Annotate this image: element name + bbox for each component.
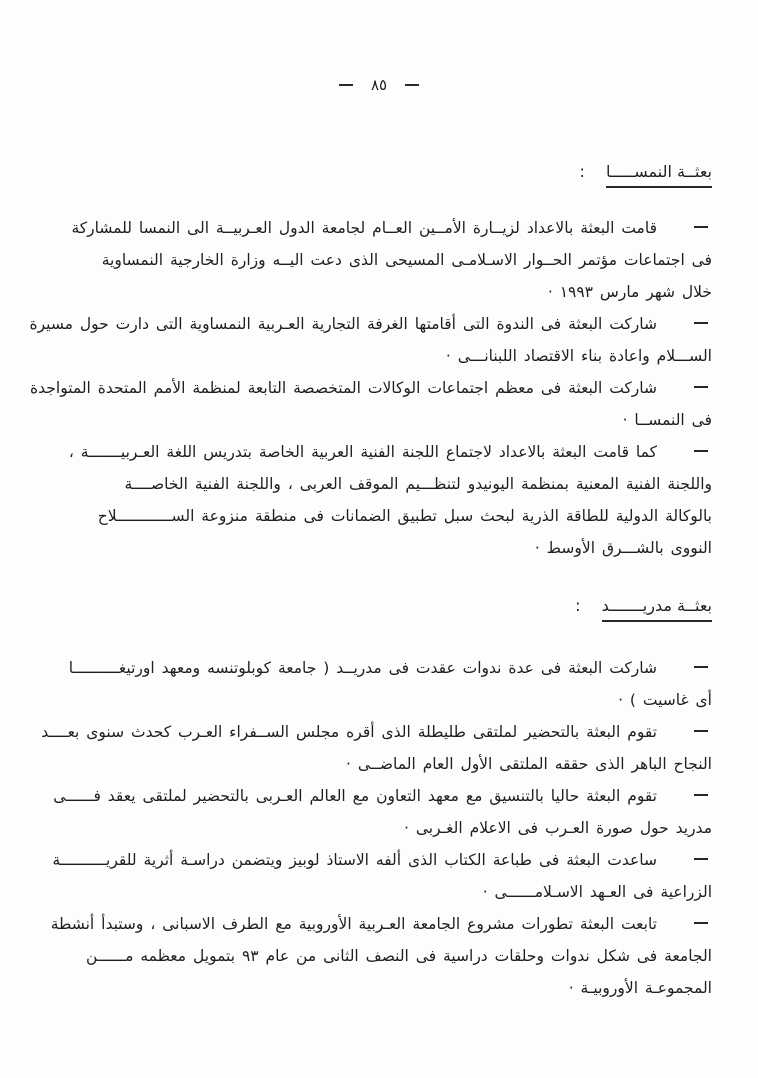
page-number — [0, 76, 758, 94]
bullet-line: النووى بالشـــرق الأوسط · — [534, 539, 712, 557]
bullet-line: شاركت البعثة فى معظم اجتماعات الوكالات المتخصصة التابعة لمنظمة الأمم المتحدة المتواجدة — [30, 379, 657, 397]
page-number-dash-icon — [339, 84, 353, 86]
bullet-line: ساعدت البعثة فى طباعة الكتاب الذى ألفه الاستاذ لوبيز ويتضمن دراسـة أثرية للقريــــــــــة — [52, 851, 657, 869]
bullet-line: النجاح الباهر الذى حققه الملتقى الأول العام الماضــى · — [346, 755, 712, 773]
bullet-dash-icon — [694, 322, 708, 324]
bullet-item — [70, 652, 712, 716]
bullet-dash-icon — [694, 922, 708, 924]
bullet-item — [70, 436, 712, 564]
bullet-item — [30, 372, 712, 436]
bullet-line: كما قامت البعثة بالاعداد لاجتماع اللجنة الفنية العربية الخاصة بتدريس اللغة العـربيـــــــة ، — [68, 443, 657, 461]
bullet-line: الزراعية فى العـهد الاسـلامــــــى · — [482, 883, 712, 901]
bullet-line: المجموعـة الأوروبيـة · — [568, 979, 712, 997]
page-number-dash-icon — [405, 84, 419, 86]
bullet-item — [41, 716, 712, 780]
bullet-dash-icon — [694, 226, 708, 228]
page-number-value: ٨٥ — [370, 76, 388, 94]
bullet-dash-icon — [694, 450, 708, 452]
document-body — [29, 162, 712, 1004]
bullet-dash-icon — [694, 666, 708, 668]
section-heading-colon: : — [575, 596, 581, 615]
bullet-line: فى اجتماعات مؤتمر الحــوار الاسـلامـى المسيحى الذى دعت اليــه وزارة الخارجية النمساوية — [101, 251, 712, 269]
bullet-item — [70, 212, 712, 308]
bullet-dash-icon — [694, 386, 708, 388]
section-heading-text: بعثــة النمســـــا — [606, 162, 712, 188]
bullet-line: تابعت البعثة تطورات مشروع الجامعة العـربية الأوروبية مع الطرف الاسبانى ، وستبدأ أنشطة — [50, 915, 657, 933]
bullet-item — [29, 308, 712, 372]
bullet-dash-icon — [694, 794, 708, 796]
bullet-line: بالوكالة الدولية للطاقة الذرية لبحث سبل تطبيق الضمانات فى منطقة منزوعة الســــــــــــلاح — [97, 507, 712, 525]
section-heading-text: بعثــة مدريـــــــد — [602, 596, 712, 622]
bullet-item — [50, 908, 712, 1004]
bullet-line: الســـلام واعادة بناء الاقتصاد اللبنانـــى · — [445, 347, 712, 365]
bullet-dash-icon — [694, 730, 708, 732]
bullet-line: خلال شهر مارس ١٩٩٣ · — [547, 283, 712, 301]
section-heading-austria-mission — [70, 162, 712, 188]
bullet-line: تقوم البعثة حاليا بالتنسيق مع معهد التعاون مع العالم العـربى بالتحضير لملتقى يعقد فــــــى — [53, 787, 657, 805]
bullet-line: قامت البعثة بالاعداد لزيــارة الأمــين العــام لجامعة الدول العـربيــة الى النمسا للمشاركة — [71, 219, 657, 237]
bullet-line: مدريد حول صورة العـرب فى الاعلام الغـربى · — [403, 819, 712, 837]
bullet-line: واللجنة الفنية المعنية بمنظمة اليونيدو لتنظـــيم الموقف العربى ، واللجنة الفنية الخاصــــة — [124, 475, 712, 493]
bullet-item — [52, 844, 712, 908]
bullet-line: تقوم البعثة بالتحضير لملتقى طليطلة الذى أقره مجلس الســفراء العـرب كحدث سنوى بعــــد — [41, 723, 657, 741]
section-heading-colon: : — [579, 162, 585, 181]
bullet-line: شاركت البعثة فى الندوة التى أقامتها الغرفة التجارية العـربية النمساوية التى دارت حول مسيرة — [29, 315, 657, 333]
bullet-line: شاركت البعثة فى عدة ندوات عقدت فى مدريــد ( جامعة كوبلوتنسه ومعهد اورتيغــــــــــا — [68, 659, 657, 677]
bullet-line: الجامعة فى شكل ندوات وحلقات دراسية فى النصف الثانى من عام ٩٣ بتمويل معظمه مــــــن — [86, 947, 712, 965]
bullet-dash-icon — [694, 858, 708, 860]
bullet-line: فى النمســا · — [622, 411, 712, 429]
bullet-item — [53, 780, 712, 844]
bullet-line: أى غاسيت ) · — [618, 691, 712, 709]
section-heading-madrid-mission — [70, 596, 712, 622]
